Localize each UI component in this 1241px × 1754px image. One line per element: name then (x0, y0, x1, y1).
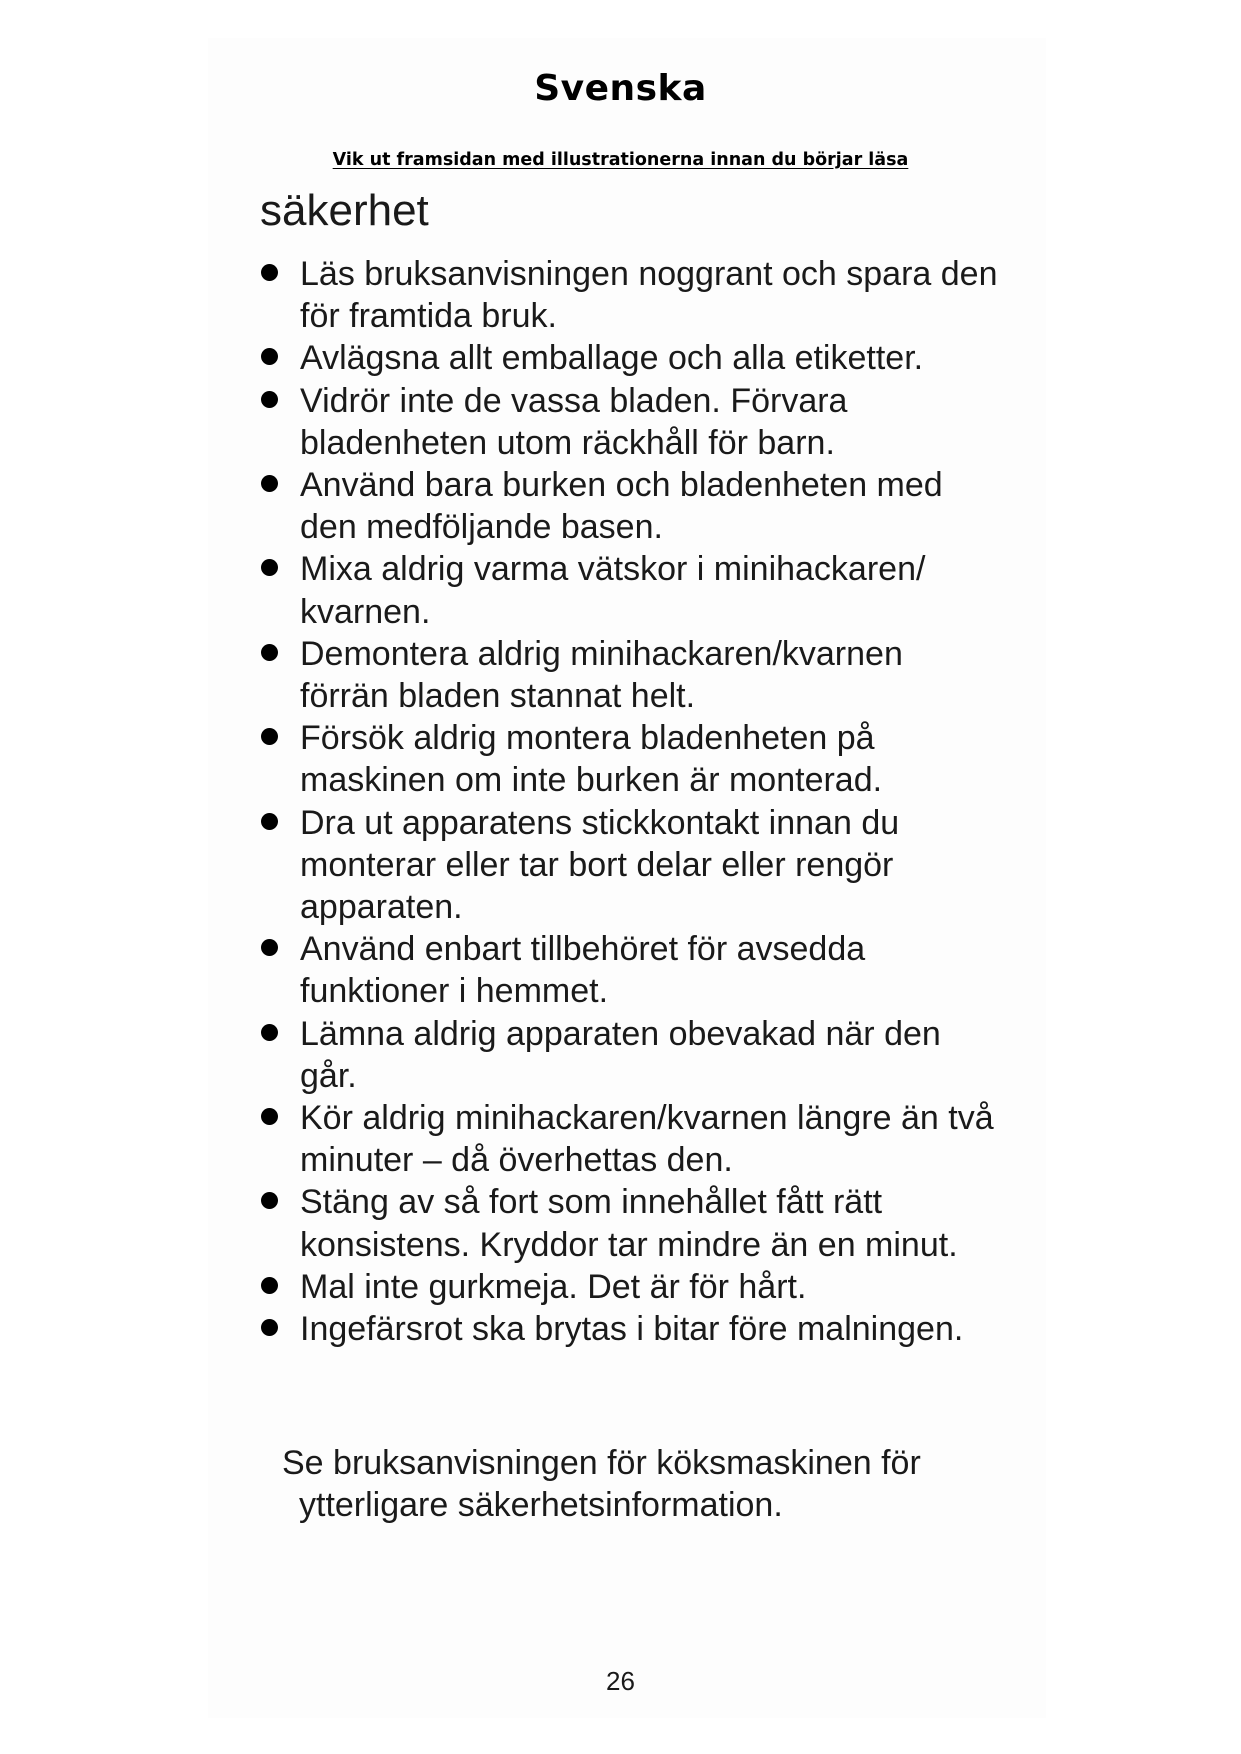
list-item-text: Kör aldrig minihackaren/kvarnen längre än två minuter – då överhettas den. (300, 1099, 994, 1180)
bullet-icon (261, 1319, 278, 1336)
list-item-text: Vidrör inte de vassa bladen. Förvara bladenheten utom räckhåll för barn. (300, 381, 848, 462)
bullet-icon (261, 264, 278, 281)
list-item-text: Stäng av så fort som innehållet fått rätt konsistens. Kryddor tar mindre än en minut. (300, 1183, 958, 1264)
bullet-icon (261, 1192, 278, 1209)
list-item (258, 1097, 998, 1181)
list-item (258, 548, 998, 632)
section-heading-safety: säkerhet (260, 186, 429, 235)
list-item-text: Använd bara burken och bladenheten med den medföljande basen. (300, 466, 943, 547)
bullet-icon (261, 728, 278, 745)
bullet-icon (261, 939, 278, 956)
list-item (258, 464, 998, 548)
list-item (258, 928, 998, 1012)
list-item-text: Dra ut apparatens stickkontakt innan du monterar eller tar bort delar eller rengör apparaten. (300, 803, 900, 927)
list-item (258, 1308, 998, 1350)
bullet-icon (261, 1108, 278, 1125)
bullet-icon (261, 813, 278, 830)
list-item-text: Använd enbart tillbehöret för avsedda funktioner i hemmet. (300, 930, 866, 1011)
footer-note: Se bruksanvisningen för köksmaskinen för ytterligare säkerhetsinformation. (282, 1444, 921, 1525)
list-item (258, 1181, 998, 1265)
list-item-text: Mal inte gurkmeja. Det är för hårt. (300, 1267, 807, 1306)
list-item (258, 253, 998, 337)
list-item-text: Ingefärsrot ska brytas i bitar före malningen. (300, 1310, 964, 1349)
fold-out-instruction: Vik ut framsidan med illustrationerna innan du börjar läsa (332, 150, 909, 170)
page-number: 26 (606, 1666, 635, 1696)
list-item (258, 1013, 998, 1097)
bullet-icon (261, 475, 278, 492)
bullet-icon (261, 391, 278, 408)
bullet-icon (261, 1277, 278, 1294)
bullet-icon (261, 644, 278, 661)
list-item (258, 802, 998, 929)
bullet-icon (261, 559, 278, 576)
list-item-text: Avlägsna allt emballage och alla etiketter. (300, 339, 924, 378)
safety-list (258, 253, 998, 1350)
list-item (258, 337, 998, 379)
list-item (258, 633, 998, 717)
list-item-text: Mixa aldrig varma vätskor i minihackaren/ kvarnen. (300, 550, 926, 631)
list-item-text: Läs bruksanvisningen noggrant och spara den för framtida bruk. (300, 255, 998, 336)
language-title: Svenska (534, 68, 707, 109)
list-item-text: Demontera aldrig minihackaren/kvarnen förrän bladen stannat helt. (300, 634, 903, 716)
list-item (258, 380, 998, 464)
list-item-text: Försök aldrig montera bladenheten på maskinen om inte burken är monterad. (300, 719, 883, 800)
list-item (258, 1266, 998, 1308)
list-item-text: Lämna aldrig apparaten obevakad när den går. (300, 1014, 941, 1095)
list-item (258, 717, 998, 801)
bullet-icon (261, 348, 278, 365)
bullet-icon (261, 1024, 278, 1041)
